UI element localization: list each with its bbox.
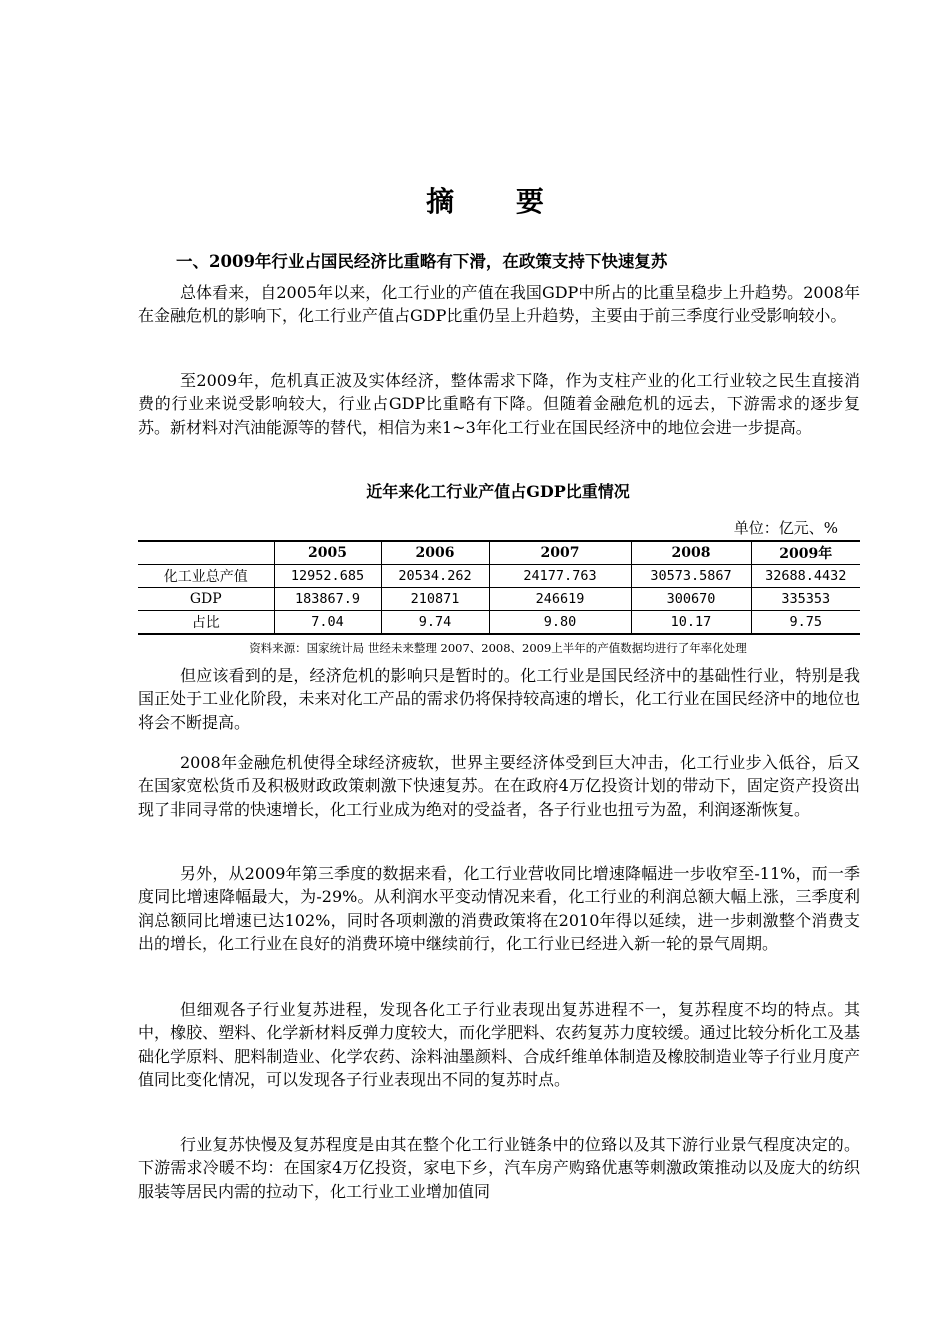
table-row <box>138 611 860 635</box>
paragraph-7: 行业复苏快慢及复苏程度是由其在整个化工行业链条中的位臵以及其下游行业景气程度决定的。下游需求冷暖不均：在国家4万亿投资，家电下乡，汽车房产购臵优惠等刺激政策推动以及庞大的纺织服装等居民内需的拉动下，化工行业工业增加值同 <box>138 1135 860 1201</box>
table-header-cell: 2008 <box>631 541 751 565</box>
table-header-cell: 2007 <box>489 541 631 565</box>
table-cell: 32688.4432 <box>751 565 860 588</box>
data-table <box>138 540 860 635</box>
table-header-cell: 2006 <box>381 541 489 565</box>
table-cell: 183867.9 <box>274 588 381 611</box>
page-title: 摘 要 <box>426 185 570 218</box>
row-label: GDP <box>138 588 274 611</box>
table-header-cell <box>138 541 274 565</box>
table-row <box>138 565 860 588</box>
paragraph-5: 另外，从2009年第三季度的数据来看，化工行业营收同比增速降幅进一步收窄至-11%，而一季度同比增速降幅最大，为-29%。从利润水平变动情况来看，化工行业的利润总额大幅上涨，三季度利润总额同比增速已达102%，同时各项刺激的消费政策将在2010年得以延续，进一步刺激整个消费支出的增长，化工行业在良好的消费环境中继续前行，化工行业已经进入新一轮的景气周期。 <box>138 864 860 953</box>
table-cell: 10.17 <box>631 611 751 635</box>
table-cell: 20534.262 <box>381 565 489 588</box>
paragraph-2: 至2009年，危机真正波及实体经济，整体需求下降，作为支柱产业的化工行业较之民生直接消费的行业来说受影响较大，行业占GDP比重略有下降。但随着金融危机的远去，下游需求的逐步复苏。新材料对汽油能源等的替代，相信为来1~3年化工行业在国民经济中的地位会进一步提高。 <box>138 371 860 437</box>
table-cell: 7.04 <box>274 611 381 635</box>
table-row <box>138 588 860 611</box>
table-cell: 9.74 <box>381 611 489 635</box>
row-label: 化工业总产值 <box>138 565 274 588</box>
table-cell: 9.75 <box>751 611 860 635</box>
paragraph-1: 总体看来，自2005年以来，化工行业的产值在我国GDP中所占的比重呈稳步上升趋势。2008年在金融危机的影响下，化工行业产值占GDP比重仍呈上升趋势，主要由于前三季度行业受影响较小。 <box>138 283 860 326</box>
table-cell: 300670 <box>631 588 751 611</box>
table-title: 近年来化工行业产值占GDP比重情况 <box>366 482 630 501</box>
row-label: 占比 <box>138 611 274 635</box>
table-cell: 210871 <box>381 588 489 611</box>
table-header-cell: 2009年 <box>751 541 860 565</box>
table-cell: 24177.763 <box>489 565 631 588</box>
table-cell: 30573.5867 <box>631 565 751 588</box>
paragraph-4: 2008年金融危机使得全球经济疲软，世界主要经济体受到巨大冲击，化工行业步入低谷，后又在国家宽松货币及积极财政政策刺激下快速复苏。在在政府4万亿投资计划的带动下，固定资产投资出现了非同寻常的快速增长，化工行业成为绝对的受益者，各子行业也扭亏为盈，利润逐渐恢复。 <box>138 753 860 819</box>
section-heading-1: 一、2009年行业占国民经济比重略有下滑，在政策支持下快速复苏 <box>176 252 668 271</box>
table-header-cell: 2005 <box>274 541 381 565</box>
table-source-note: 资料来源：国家统计局 世经未来整理 2007、2008、2009上半年的产值数据均进行了年率化处理 <box>249 641 747 655</box>
table-cell: 12952.685 <box>274 565 381 588</box>
table-cell: 335353 <box>751 588 860 611</box>
table-header-row <box>138 541 860 565</box>
table-cell: 9.80 <box>489 611 631 635</box>
paragraph-3: 但应该看到的是，经济危机的影响只是暂时的。化工行业是国民经济中的基础性行业，特别是我国正处于工业化阶段，未来对化工产品的需求仍将保持较高速的增长，化工行业在国民经济中的地位也将会不断提高。 <box>138 666 860 732</box>
table-unit: 单位：亿元、% <box>733 519 838 537</box>
table-cell: 246619 <box>489 588 631 611</box>
paragraph-6: 但细观各子行业复苏进程，发现各化工子行业表现出复苏进程不一，复苏程度不均的特点。其中，橡胶、塑料、化学新材料反弹力度较大，而化学肥料、农药复苏力度较缓。通过比较分析化工及基础化学原料、肥料制造业、化学农药、涂料油墨颜料、合成纤维单体制造及橡胶制造业等子行业月度产值同比变化情况，可以发现各子行业表现出不同的复苏时点。 <box>138 1000 860 1089</box>
